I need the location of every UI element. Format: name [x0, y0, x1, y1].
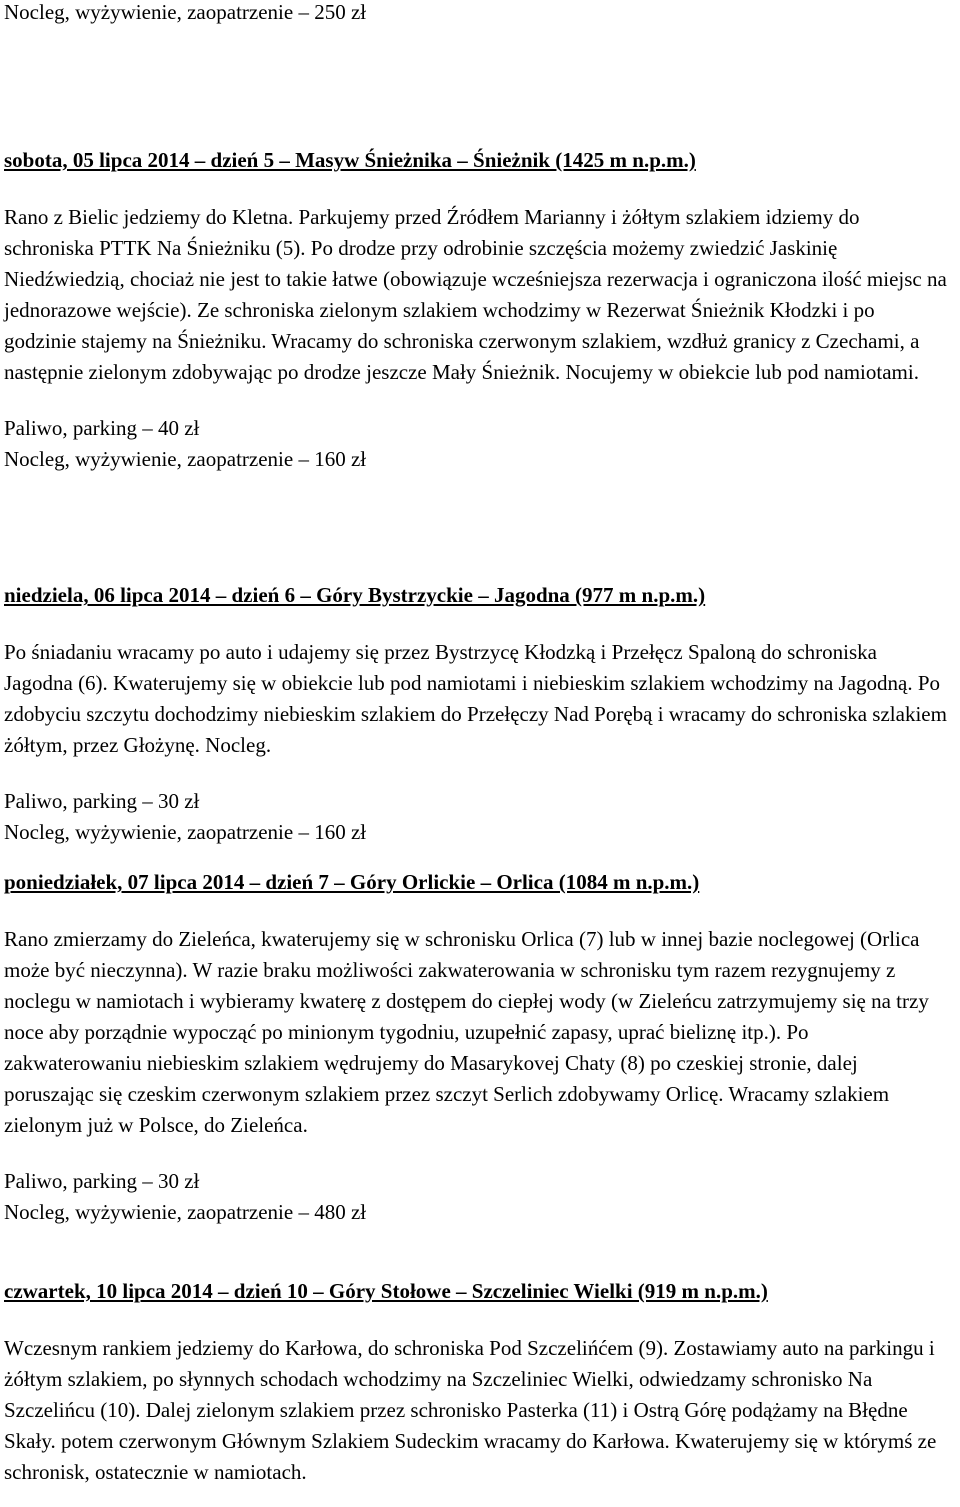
cost-fuel: Paliwo, parking – 30 zł	[4, 1169, 200, 1193]
day-heading: sobota, 05 lipca 2014 – dzień 5 – Masyw Śnieżnika – Śnieżnik (1425 m n.p.m.)	[4, 148, 696, 172]
day-section-5	[4, 145, 949, 475]
cost-lodging: Nocleg, wyżywienie, zaopatrzenie – 160 zł	[4, 820, 367, 844]
day-section-6	[4, 580, 949, 848]
day-heading: poniedziałek, 07 lipca 2014 – dzień 7 – Góry Orlickie – Orlica (1084 m n.p.m.)	[4, 870, 700, 894]
day-description: Po śniadaniu wracamy po auto i udajemy się przez Bystrzycę Kłodzką i Przełęcz Spaloną do schroniska Jagodna (6). Kwaterujemy się w obiekcie lub pod namiotami i niebieskim szlakiem wchodzimy na Jagodną. Po zdobyciu szczytu dochodzimy niebieskim szlakiem do Przełęczy Nad Porębą i wracamy do schroniska szlakiem żółtym, przez Głożynę. Nocleg.	[4, 640, 947, 757]
cost-lodging: Nocleg, wyżywienie, zaopatrzenie – 160 zł	[4, 447, 367, 471]
day-heading: niedziela, 06 lipca 2014 – dzień 6 – Góry Bystrzyckie – Jagodna (977 m n.p.m.)	[4, 583, 706, 607]
day-heading: czwartek, 10 lipca 2014 – dzień 10 – Góry Stołowe – Szczeliniec Wielki (919 m n.p.m.)	[4, 1279, 768, 1303]
day-description: Wczesnym rankiem jedziemy do Karłowa, do schroniska Pod Szczelińćem (9). Zostawiamy auto na parkingu i żółtym szlakiem, po słynnych schodach wchodzimy na Szczeliniec Wielki, odwiedzamy schronisko Na Szczelińcu (10). Dalej zielonym szlakiem przez schronisko Pasterka (11) i Ostrą Górę podążamy na Błędne Skały. potem czerwonym Głównym Szlakiem Sudeckim wracamy do Karłowa. Kwaterujemy się w którymś ze schronisk, ostatecznie w namiotach.	[4, 1336, 937, 1484]
cost-lodging-prev: Nocleg, wyżywienie, zaopatrzenie – 250 zł	[4, 0, 367, 24]
day-section-7	[4, 867, 949, 1228]
day-description: Rano z Bielic jedziemy do Kletna. Parkujemy przed Źródłem Marianny i żółtym szlakiem idziemy do schroniska PTTK Na Śnieżniku (5). Po drodze przy odrobinie szczęścia możemy zwiedzić Jaskinię Niedźwiedzią, chociaż nie jest to takie łatwe (obowiązuje wcześniejsza rezerwacja i ograniczona ilość miejsc na jednorazowe wejście). Ze schroniska zielonym szlakiem wchodzimy w Rezerwat Śnieżnik Kłodzki i po godzinie stajemy na Śnieżniku. Wracamy do schroniska czerwonym szlakiem, wzdłuż granicy z Czechami, a następnie zielonym zdobywając po drodze jeszcze Mały Śnieżnik. Nocujemy w obiekcie lub pod namiotami.	[4, 205, 947, 384]
cost-lodging: Nocleg, wyżywienie, zaopatrzenie – 480 zł	[4, 1200, 367, 1224]
day-description: Rano zmierzamy do Zieleńca, kwaterujemy się w schronisku Orlica (7) lub w innej bazie noclegowej (Orlica może być nieczynna). W razie braku możliwości zakwaterowania w schronisku tym razem rezygnujemy z noclegu w namiotach i wybieramy kwaterę z dostępem do ciepłej wody (w Zieleńcu zatrzymujemy się na trzy noce aby porządnie wypocząć po minionym tygodniu, uzupełnić zapasy, uprać bieliznę itp.). Po zakwaterowaniu niebieskim szlakiem wędrujemy do Masarykovej Chaty (8) po czeskiej stronie, dalej poruszając się czeskim czerwonym szlakiem przez szczyt Serlich zdobywamy Orlicę. Wracamy szlakiem zielonym już w Polsce, do Zieleńca.	[4, 927, 929, 1137]
cost-fuel: Paliwo, parking – 30 zł	[4, 789, 200, 813]
day-section-10	[4, 1276, 949, 1488]
cost-fuel: Paliwo, parking – 40 zł	[4, 416, 200, 440]
